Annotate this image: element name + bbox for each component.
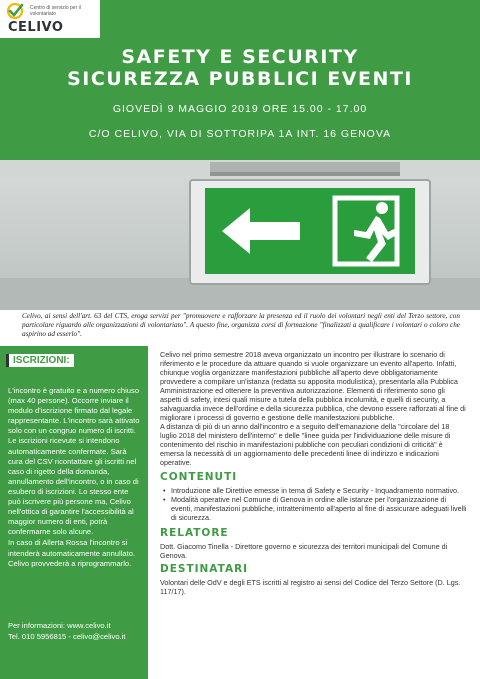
destinatari-heading: DESTINATARI (160, 563, 249, 575)
relatore-text: Dott. Giacomo Tinella - Direttore governo e sicurezza dei territori municipali del Comune di Genova. (160, 542, 448, 560)
body-paragraph: A distanza di più di un anno dall'incontro e a seguito dell'emanazione della "circolare del 18 luglio 2018 del ministero dell'interno" e delle "linee guida per l'individuazione delle misure di contenimento del rischio in manifestazioni pubbliche con peculiari condizioni di criticità" è emersa la necessità di un aggiornamento delle precedenti linee di indirizzo e indicazioni operative. (160, 422, 451, 467)
contenuti-list (160, 486, 468, 522)
title-line-2: SICUREZZA PUBBLICI EVENTI (67, 68, 413, 90)
logo-tagline: Centro di servizio per il volontariato (30, 5, 81, 17)
body-paragraph: Celivo nel primo semestre 2018 aveva organizzato un incontro per illustrare lo scenario di riferimento e le procedure da attuare quando si vuole organizzare un evento all'aperto. Infatti, chiunque voglia organizzare manifestazioni pubbliche all'aperto deve obbligatoriamente provvedere a compilare un'istanza (redatta su apposita modulistica), presentarla alla Pubblica Amministrazione ed ottenere la preventiva autorizzazione. Elementi di riferimento sono gli aspetti di safety, intesi quali misure a tutela della pubblica incolumità, e quelli di security, a salvaguardia invece dell'ordine e della sicurezza pubblica, che devono essere rafforzati al fine di migliorare i processi di governo e gestione delle manifestazioni pubbliche. (160, 350, 466, 422)
hero-image (0, 160, 480, 310)
celivo-logo[interactable] (0, 0, 100, 38)
emergency-exit-sign-icon (0, 160, 480, 310)
sidebar-title: ISCRIZIONI: (6, 354, 74, 367)
intro-text: Celivo, ai sensi dell'art. 63 del CTS, eroga servizi per "promuovere e rafforzare la presenza ed il ruolo dei volontari negli enti del Terzo settore, con particolare riguardo alle organizzazioni di volontariato". A questo fine, organizza corsi di formazione "finalizzati a qualificare i volontari o coloro che aspirino ad esserlo". (22, 312, 460, 338)
contenuti-heading: CONTENUTI (160, 471, 238, 483)
title-line-1: SAFETY E SECURITY (121, 46, 359, 68)
info-website[interactable]: Per informazioni: www.celivo.it (8, 621, 111, 630)
event-venue: C/O CELIVO, VIA DI SOTTORIPA 1A INT. 16 GENOVA (88, 128, 392, 140)
main-content (160, 350, 468, 596)
sidebar-body (8, 386, 142, 570)
sidebar-paragraph: L'incontro è gratuito e a numero chiuso (max 40 persone). Occorre inviare il modulo d'iscrizione firmato dal legale rappresentante. L'incontro sarà attivato solo con un congruo numero di iscritti. Le iscrizioni ricevute si intendono automaticamente confermate. Sarà cura del CSV ricontattare gli iscritti nel caso di rigetto della domanda, annullamento dell'incontro, o in caso di esubero di iscrizioni. Lo stesso ente può iscrivere più persone ma, Celivo nell'ottica di garantire l'accessibilità al maggior numero di enti, potrà confermarne solo alcune. (8, 386, 140, 537)
destinatari-text: Volontari delle OdV e degli ETS iscritti al registro ai sensi del Codice del Terzo Settore (D. Lgs. 117/17). (160, 578, 461, 596)
logo-name: CELIVO (8, 20, 64, 35)
event-date: GIOVEDÌ 9 MAGGIO 2019 ORE 15.00 - 17.00 (112, 103, 368, 115)
relatore-heading: RELATORE (160, 527, 229, 539)
registration-sidebar (0, 346, 148, 679)
header-banner (0, 0, 480, 160)
info-contact[interactable]: Tel. 010 5956815 - celivo@celivo.it (8, 632, 126, 641)
list-item: • Introduzione alle Direttive emesse in tema di Safety e Security - Inquadramento normativo. (160, 486, 468, 495)
sidebar-paragraph: In caso di Allerta Rossa l'incontro si intenderà automaticamente annullato. Celivo provvederà a riprogrammarlo. (8, 538, 136, 568)
check-logo-icon (6, 2, 24, 20)
list-item: • Modalità operative nel Comune di Genova in ordine alle istanze per l'organizzazione di eventi, manifestazioni pubbliche, intrattenimento all'aperto al fine di assicurare adeguati livelli di sicurezza. (160, 495, 468, 522)
contact-info (8, 620, 146, 642)
